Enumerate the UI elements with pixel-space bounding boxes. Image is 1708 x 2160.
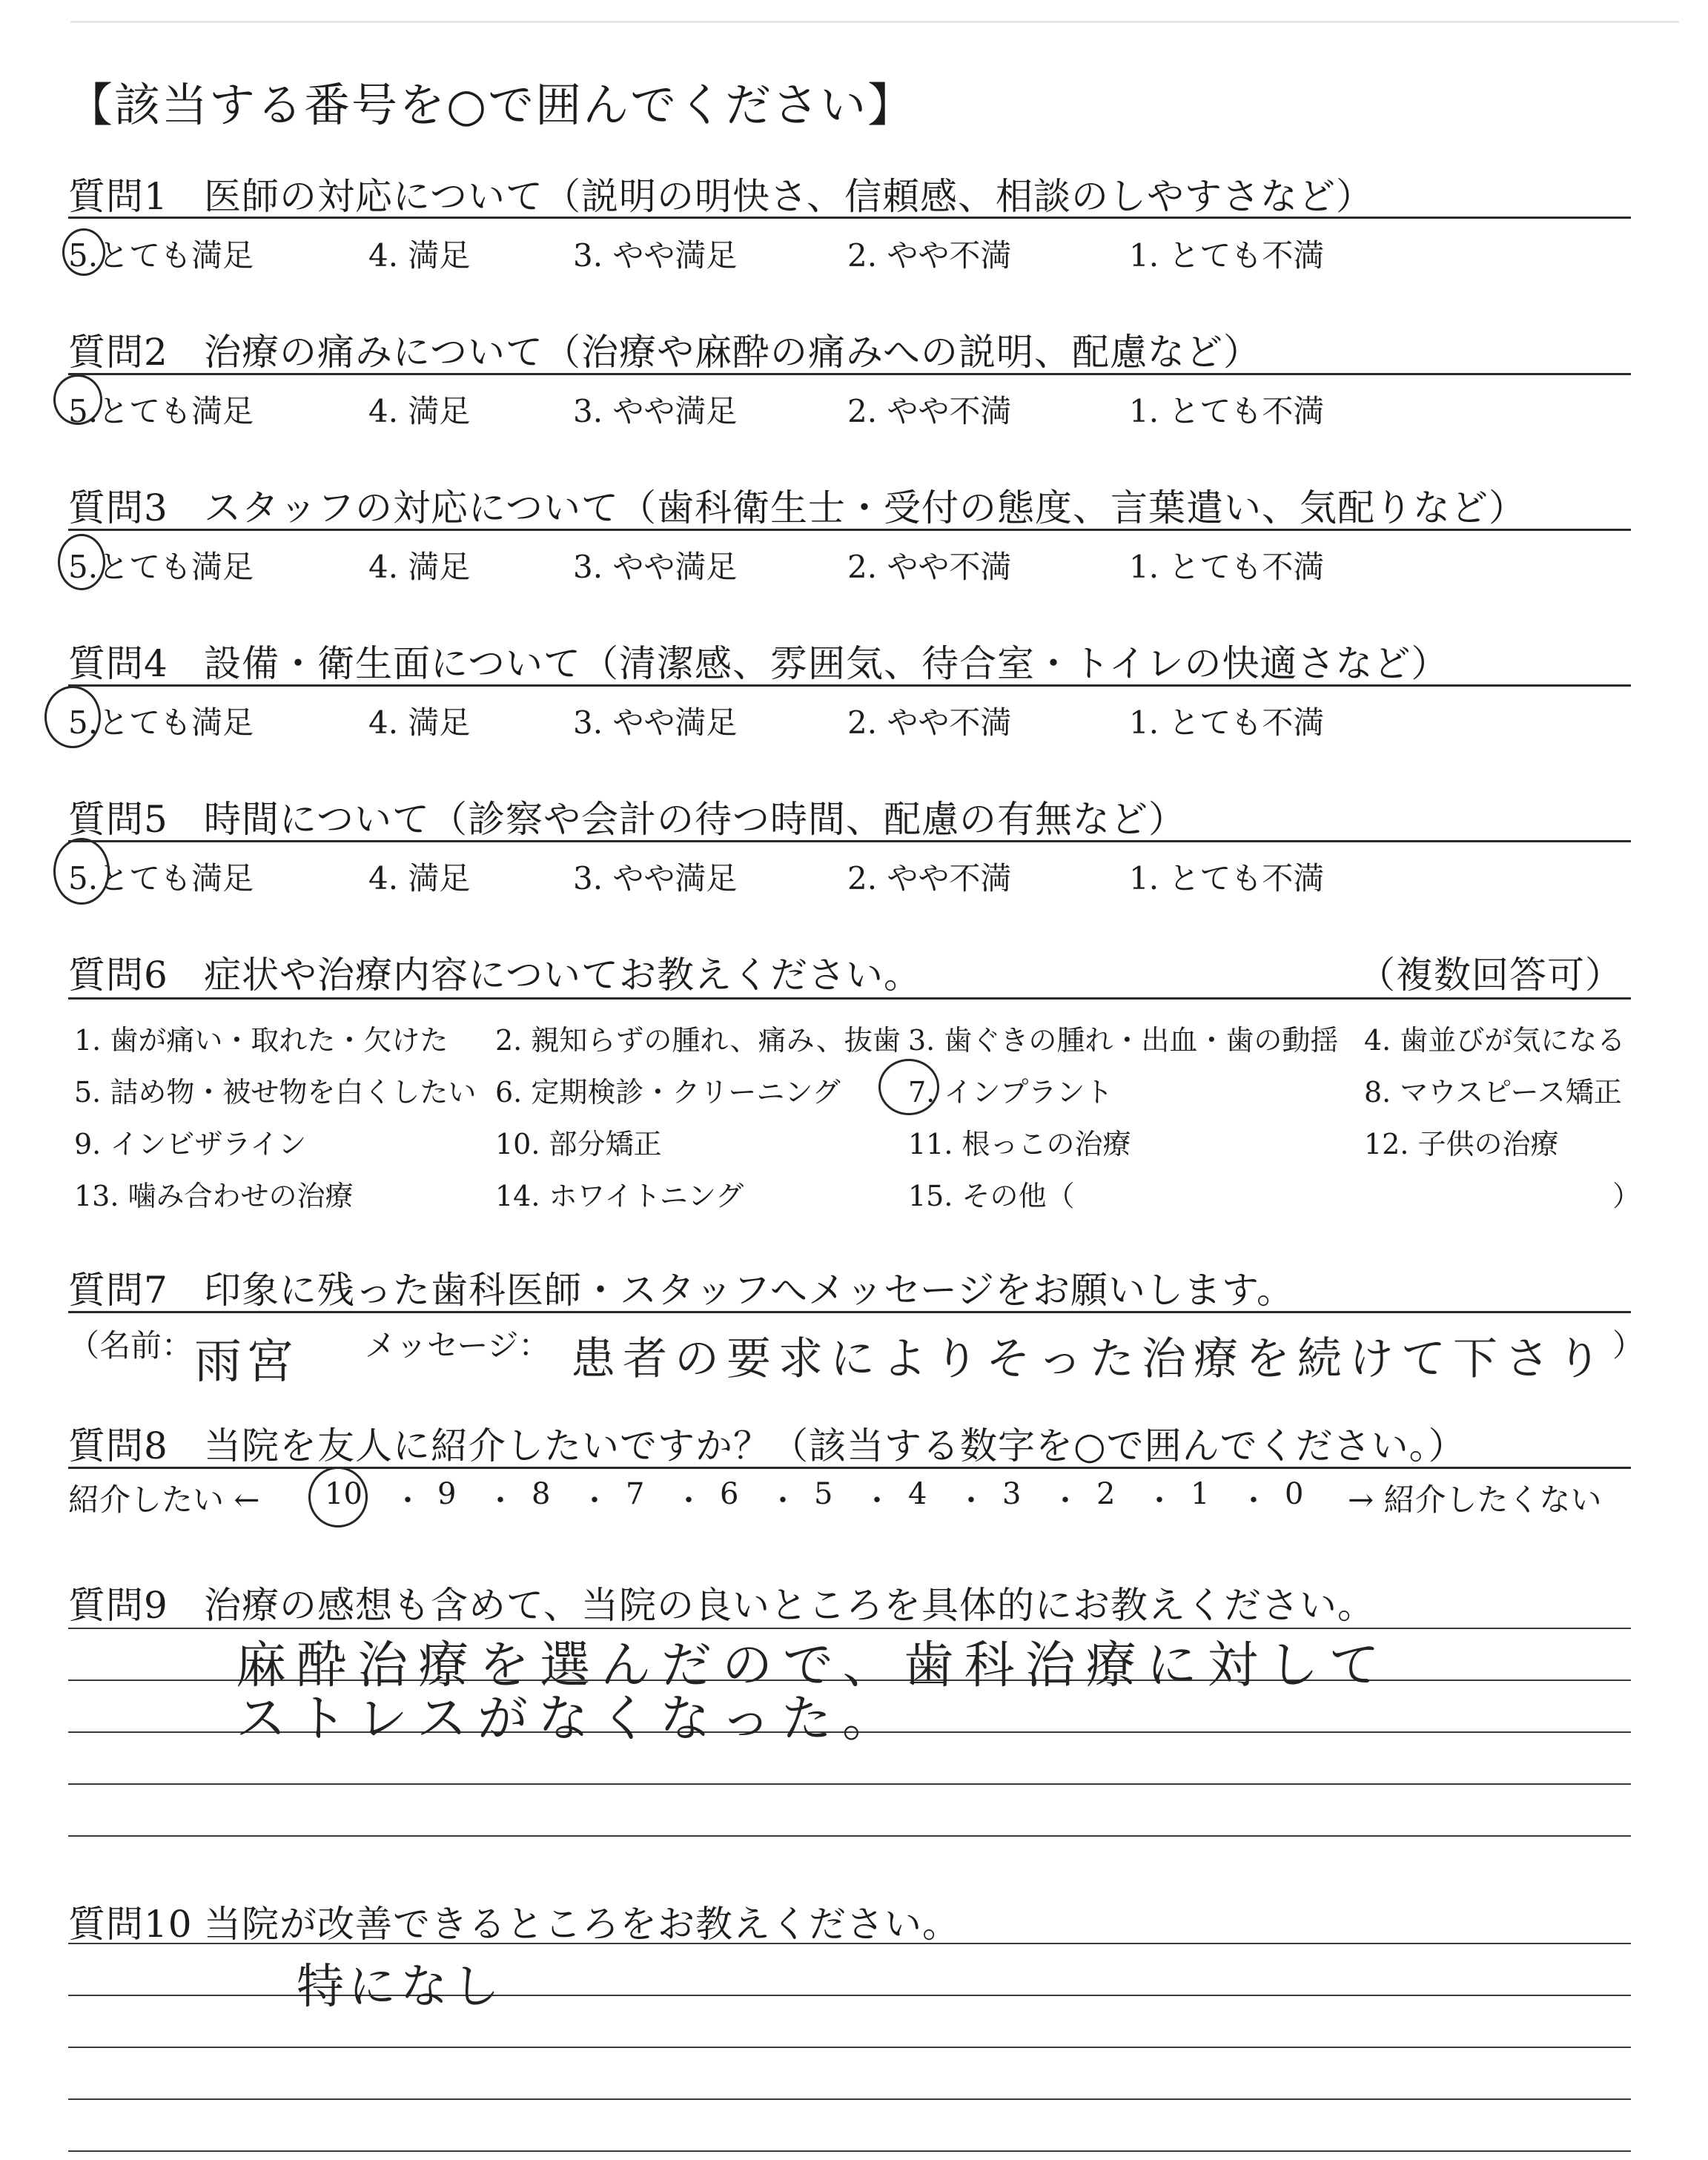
q9-answer-line-1[interactable]: 麻酔治療を選んだので、歯科治療に対して bbox=[236, 1636, 1390, 1695]
q6-item-8[interactable]: 8. マウスピース矯正 bbox=[1364, 1076, 1622, 1109]
q6-item-15-close: ） bbox=[1612, 1180, 1641, 1212]
q7-name-label: （名前： bbox=[68, 1327, 193, 1364]
q1-text: 医師の対応について（説明の明快さ、信頼感、相談のしやすさなど） bbox=[204, 175, 1374, 218]
q6-item-9[interactable]: 9. インビザライン bbox=[74, 1128, 307, 1160]
q2-option-2[interactable]: 2. やや不満 bbox=[847, 393, 1012, 429]
q7-message-handwritten[interactable]: 患者の要求によりそった治療を続けて下さり bbox=[571, 1333, 1609, 1385]
q2-option-5[interactable]: 5.とても満足 bbox=[68, 393, 254, 429]
q5-label: 質問5 bbox=[68, 798, 168, 841]
q8-right-label: → 紹介したくない bbox=[1348, 1482, 1602, 1518]
q6-item-11[interactable]: 11. 根っこの治療 bbox=[908, 1128, 1131, 1160]
q10-line-5 bbox=[68, 2150, 1631, 2152]
q8-scale-9[interactable]: 9 bbox=[437, 1477, 457, 1511]
q8-selected-circle bbox=[308, 1467, 368, 1527]
q10-label: 質問10 bbox=[68, 1903, 193, 1946]
q6-item-2[interactable]: 2. 親知らずの腫れ、痛み、抜歯 bbox=[495, 1024, 901, 1057]
q6-rule bbox=[68, 997, 1631, 1000]
q8-scale-dot: ・ bbox=[768, 1484, 798, 1518]
q5-text: 時間について（診察や会計の待つ時間、配慮の有無など） bbox=[204, 798, 1186, 841]
q1-label: 質問1 bbox=[68, 175, 168, 218]
q1-option-3[interactable]: 3. やや満足 bbox=[573, 237, 738, 274]
q6-item-7-selected-circle bbox=[878, 1059, 939, 1115]
q8-left-label: 紹介したい ← bbox=[68, 1482, 260, 1518]
q3-option-5[interactable]: 5.とても満足 bbox=[68, 549, 254, 585]
q1-rule bbox=[68, 217, 1631, 219]
q5-selected-circle bbox=[53, 838, 110, 905]
q10-line-1 bbox=[68, 1943, 1631, 1944]
q7-label: 質問7 bbox=[68, 1269, 168, 1312]
q3-selected-circle bbox=[58, 534, 105, 590]
q6-text: 症状や治療内容についてお教えください。 bbox=[204, 954, 921, 997]
q8-rule bbox=[68, 1467, 1631, 1469]
q8-scale-10[interactable]: 10 bbox=[325, 1477, 363, 1511]
q6-item-7[interactable]: 7. インプラント bbox=[908, 1076, 1113, 1109]
q7-name-handwritten[interactable]: 雨宮 bbox=[194, 1335, 298, 1390]
q2-option-3[interactable]: 3. やや満足 bbox=[573, 393, 738, 429]
q4-label: 質問4 bbox=[68, 642, 168, 685]
q8-scale-6[interactable]: 6 bbox=[720, 1477, 739, 1511]
q4-option-3[interactable]: 3. やや満足 bbox=[573, 704, 738, 741]
q8-scale-dot: ・ bbox=[674, 1484, 704, 1518]
q6-item-5[interactable]: 5. 詰め物・被せ物を白くしたい bbox=[74, 1076, 477, 1109]
q2-option-4[interactable]: 4. 満足 bbox=[368, 393, 471, 429]
q8-scale-dot: ・ bbox=[862, 1484, 892, 1518]
q10-line-4 bbox=[68, 2098, 1631, 2100]
q7-rule bbox=[68, 1311, 1631, 1313]
q6-item-10[interactable]: 10. 部分矯正 bbox=[495, 1128, 662, 1160]
q6-item-15[interactable]: 15. その他（ bbox=[908, 1180, 1075, 1212]
q2-text: 治療の痛みについて（治療や麻酔の痛みへの説明、配慮など） bbox=[204, 331, 1261, 374]
q4-rule bbox=[68, 684, 1631, 687]
q6-note: （複数回答可） bbox=[1358, 954, 1623, 997]
q8-scale-dot: ・ bbox=[1239, 1484, 1268, 1518]
q10-text: 当院が改善できるところをお教えください。 bbox=[204, 1903, 960, 1946]
q3-option-2[interactable]: 2. やや不満 bbox=[847, 549, 1012, 585]
q8-scale-1[interactable]: 1 bbox=[1191, 1477, 1210, 1511]
q8-scale-dot: ・ bbox=[393, 1484, 423, 1518]
q8-label: 質問8 bbox=[68, 1424, 168, 1467]
q9-answer-line-2[interactable]: ストレスがなくなった。 bbox=[236, 1690, 903, 1748]
q2-option-1[interactable]: 1. とても不満 bbox=[1129, 393, 1325, 429]
q10-line-3 bbox=[68, 2047, 1631, 2048]
q4-option-2[interactable]: 2. やや不満 bbox=[847, 704, 1012, 741]
q9-text: 治療の感想も含めて、当院の良いところを具体的にお教えください。 bbox=[204, 1584, 1375, 1627]
q6-label: 質問6 bbox=[68, 954, 168, 997]
q6-item-14[interactable]: 14. ホワイトニング bbox=[495, 1180, 744, 1212]
q1-option-1[interactable]: 1. とても不満 bbox=[1129, 237, 1325, 274]
q9-label: 質問9 bbox=[68, 1584, 168, 1627]
q4-option-1[interactable]: 1. とても不満 bbox=[1129, 704, 1325, 741]
q8-scale-7[interactable]: 7 bbox=[626, 1477, 645, 1511]
q8-scale-3[interactable]: 3 bbox=[1002, 1477, 1022, 1511]
q8-scale-dot: ・ bbox=[1050, 1484, 1080, 1518]
q5-option-4[interactable]: 4. 満足 bbox=[368, 860, 471, 896]
q5-option-2[interactable]: 2. やや不満 bbox=[847, 860, 1012, 896]
q2-selected-circle bbox=[53, 374, 102, 425]
q5-rule bbox=[68, 840, 1631, 842]
q4-option-4[interactable]: 4. 満足 bbox=[368, 704, 471, 741]
q8-scale-5[interactable]: 5 bbox=[814, 1477, 833, 1511]
q2-label: 質問2 bbox=[68, 331, 168, 374]
q4-option-5[interactable]: 5.とても満足 bbox=[68, 704, 254, 741]
q6-item-12[interactable]: 12. 子供の治療 bbox=[1364, 1128, 1559, 1160]
q3-rule bbox=[68, 529, 1631, 531]
q6-item-3[interactable]: 3. 歯ぐきの腫れ・出血・歯の動揺 bbox=[908, 1024, 1339, 1057]
q8-scale-dot: ・ bbox=[486, 1484, 515, 1518]
q5-option-3[interactable]: 3. やや満足 bbox=[573, 860, 738, 896]
q2-rule bbox=[68, 373, 1631, 375]
q8-scale-4[interactable]: 4 bbox=[908, 1477, 927, 1511]
q7-close-paren: ） bbox=[1612, 1327, 1644, 1364]
q4-text: 設備・衛生面について（清潔感、雰囲気、待合室・トイレの快適さなど） bbox=[204, 642, 1449, 685]
page-title: 【該当する番号を○で囲んでください】 bbox=[67, 78, 916, 132]
q8-text: 当院を友人に紹介したいですか？（該当する数字を○で囲んでください。） bbox=[204, 1424, 1466, 1467]
q8-scale-2[interactable]: 2 bbox=[1096, 1477, 1116, 1511]
q5-option-5[interactable]: 5.とても満足 bbox=[68, 860, 254, 896]
q6-item-4[interactable]: 4. 歯並びが気になる bbox=[1364, 1024, 1626, 1057]
q5-option-1[interactable]: 1. とても不満 bbox=[1129, 860, 1325, 896]
q1-option-2[interactable]: 2. やや不満 bbox=[847, 237, 1012, 274]
top-edge-line bbox=[70, 21, 1679, 23]
q3-text: スタッフの対応について（歯科衛生士・受付の態度、言葉遣い、気配りなど） bbox=[204, 486, 1526, 529]
q3-option-1[interactable]: 1. とても不満 bbox=[1129, 549, 1325, 585]
q8-scale-dot: ・ bbox=[956, 1484, 986, 1518]
q9-line-5 bbox=[68, 1835, 1631, 1837]
q6-item-13[interactable]: 13. 噛み合わせの治療 bbox=[74, 1180, 354, 1212]
q6-item-6[interactable]: 6. 定期検診・クリーニング bbox=[495, 1076, 841, 1109]
q1-selected-circle bbox=[62, 228, 105, 276]
q8-scale-dot: ・ bbox=[580, 1484, 609, 1518]
q8-scale-8[interactable]: 8 bbox=[532, 1477, 551, 1511]
q8-scale-dot: ・ bbox=[1145, 1484, 1174, 1518]
q3-label: 質問3 bbox=[68, 486, 168, 529]
q1-option-4[interactable]: 4. 満足 bbox=[368, 237, 471, 274]
q7-text: 印象に残った歯科医師・スタッフへメッセージをお願いします。 bbox=[204, 1269, 1294, 1312]
q10-answer-handwritten[interactable]: 特になし bbox=[297, 1960, 504, 2015]
q9-line-4 bbox=[68, 1783, 1631, 1785]
q1-option-5[interactable]: 5.とても満足 bbox=[68, 237, 254, 274]
q3-option-3[interactable]: 3. やや満足 bbox=[573, 549, 738, 585]
q3-option-4[interactable]: 4. 満足 bbox=[368, 549, 471, 585]
q7-message-label: メッセージ： bbox=[365, 1327, 550, 1364]
q6-item-1[interactable]: 1. 歯が痛い・取れた・欠けた bbox=[74, 1024, 448, 1057]
q8-scale-0[interactable]: 0 bbox=[1285, 1477, 1304, 1511]
q4-selected-circle bbox=[44, 686, 101, 748]
